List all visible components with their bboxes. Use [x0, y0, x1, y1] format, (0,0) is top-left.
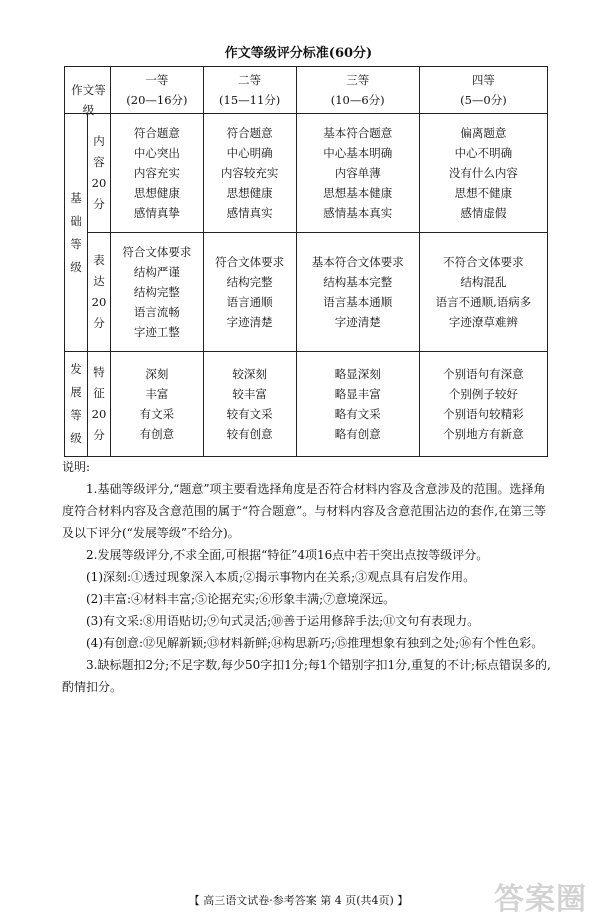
page-footer: 【 高三语文试卷·参考答案 第 4 页(共4页) 】: [188, 894, 409, 907]
notes-paragraph: (4)有创意:⑫见解新颖;⑬材料新鲜;⑭构思新巧;⑮推理想象有独到之处;⑯有个性色彩。: [86, 636, 544, 650]
notes-section: [62, 456, 552, 698]
page-title: 作文等级评分标准(60分): [224, 46, 373, 61]
notes-paragraph: 2.发展等级评分,不求全面,可根据“特征”4项16点中若干突出点按等级评分。: [86, 548, 489, 562]
table-corner-cell: [65, 67, 111, 117]
notes-paragraph: 3.缺标题扣2分;不足字数,每少50字扣1分;每1个错别字扣1分,重复的不计;标点错误多的,酌情扣分。: [62, 658, 551, 694]
watermark-logo: 答案圈: [494, 882, 587, 917]
table-cell: 符合题意 中心明确 内容较充实 思想健康 感情真实: [203, 114, 296, 233]
table-cell: 符合文体要求 结构完整 语言通顺 字迹清楚: [203, 233, 296, 352]
table-cell: 较深刻 较丰富 较有文采 较有创意: [203, 352, 296, 457]
column-header-3: 三等 (10—6分): [296, 67, 419, 114]
table-cell: 偏离题意 中心不明确 没有什么内容 思想不健康 感情虚假: [419, 114, 547, 233]
table-row: [65, 114, 548, 233]
column-header-4: 四等 (5—0分): [419, 67, 547, 114]
table-cell: 基本符合文体要求 结构基本完整 语言基本通顺 字迹清楚: [296, 233, 419, 352]
table-cell: 个别语句有深意 个别例子较好 个别语句较精彩 个别地方有新意: [419, 352, 547, 457]
notes-paragraph: (2)丰富:④材料丰富;⑤论据充实;⑥形象丰满;⑦意境深远。: [86, 592, 396, 606]
column-header-2: 二等 (15—11分): [203, 67, 296, 114]
table-cell: 略显深刻 略显丰富 略有文采 略有创意: [296, 352, 419, 457]
notes-paragraph: 1.基础等级评分,“题意”项主要看选择角度是否符合材料内容及含意涉及的范围。选择角度符合材料内容及含意范围的属于“符合题意”。与材料内容及含意范围沾边的套作,在第三等及以下评分(“发展等级”不给分)。: [62, 482, 547, 540]
group-label-basic: 基 础 等 级: [65, 114, 88, 352]
sub-label-expression: 表 达 20 分: [88, 233, 111, 352]
grading-table: [64, 66, 548, 457]
table-row: [65, 233, 548, 352]
table-cell: 不符合文体要求 结构混乱 语言不通顺,语病多 字迹潦草难辨: [419, 233, 547, 352]
column-header-1: 一等 (20—16分): [111, 67, 204, 114]
corner-label: 作文等级: [71, 83, 106, 117]
table-cell: 基本符合题意 中心基本明确 内容单薄 思想基本健康 感情基本真实: [296, 114, 419, 233]
sub-label-content: 内 容 20 分: [88, 114, 111, 233]
notes-paragraph: (1)深刻:①透过现象深入本质;②揭示事物内在关系;③观点具有启发作用。: [86, 570, 476, 584]
table-cell: 深刻 丰富 有文采 有创意: [111, 352, 204, 457]
table-cell: 符合文体要求 结构严谨 结构完整 语言流畅 字迹工整: [111, 233, 204, 352]
notes-heading: 说明:: [62, 460, 91, 474]
table-header-row: [65, 67, 548, 114]
table-row: [65, 352, 548, 457]
notes-paragraph: (3)有文采:⑧用语贴切;⑨句式灵活;⑩善于运用修辞手法;⑪文句有表现力。: [86, 614, 480, 628]
sub-label-features: 特 征 20 分: [88, 352, 111, 457]
group-label-development: 发 展 等 级: [65, 352, 88, 457]
table-cell: 符合题意 中心突出 内容充实 思想健康 感情真挚: [111, 114, 204, 233]
